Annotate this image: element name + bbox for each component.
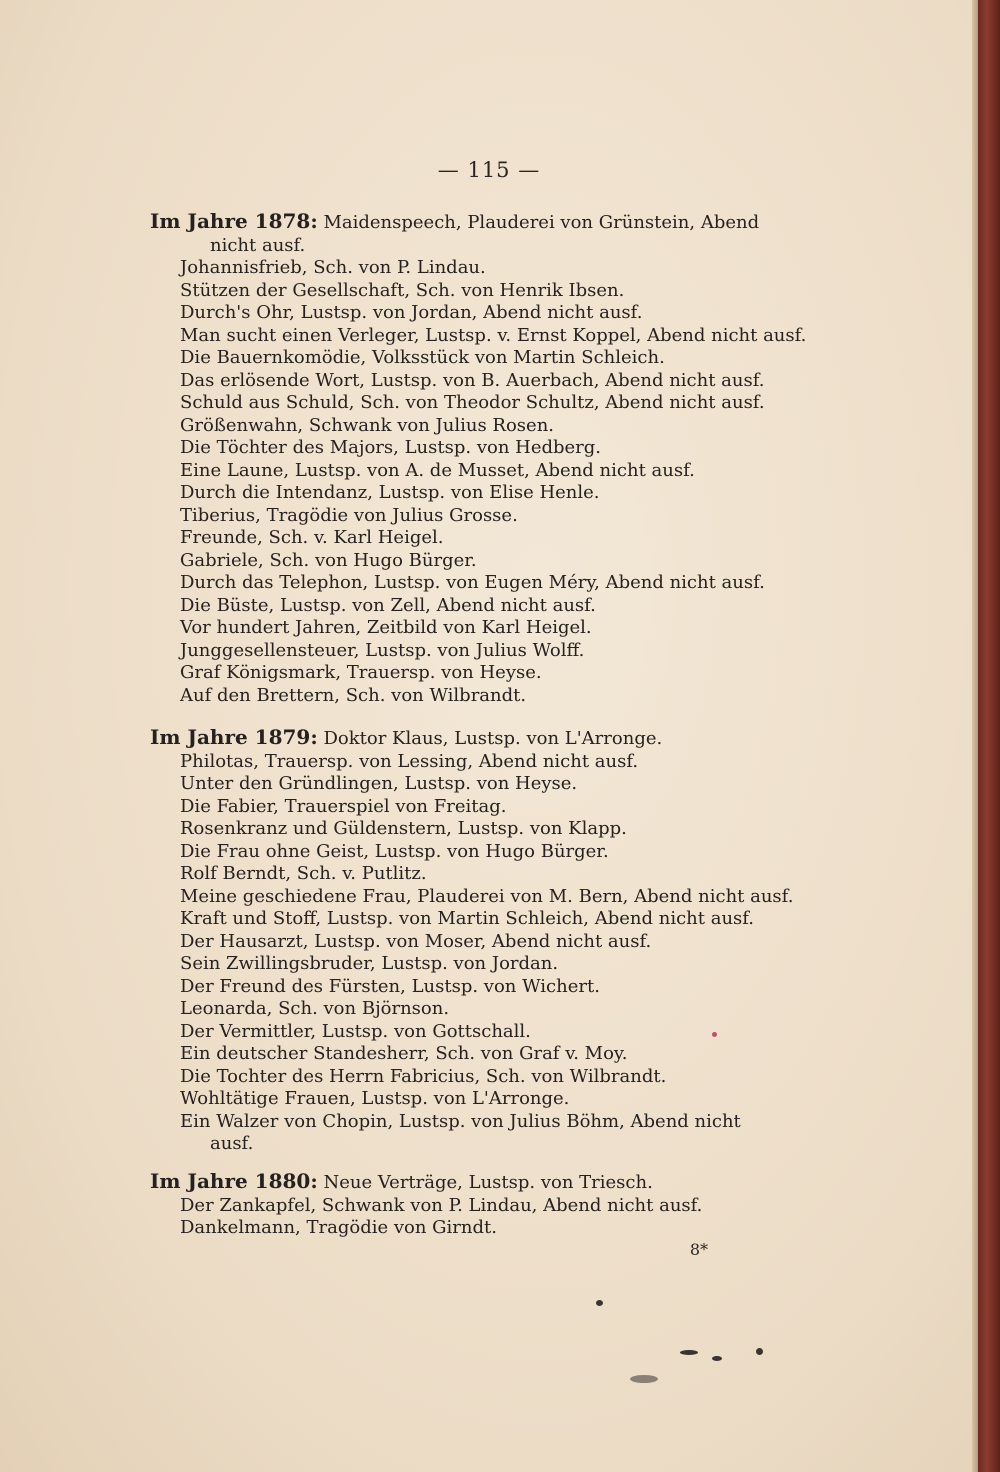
list-item: Sein Zwillingsbruder, Lustsp. von Jordan.	[180, 953, 559, 974]
entry-text: Neue Verträge, Lustsp. von Triesch.	[323, 1172, 653, 1193]
list-item: Der Hausarzt, Lustsp. von Moser, Abend nicht ausf.	[180, 930, 652, 952]
list-item: Johannisfrieb, Sch. von P. Lindau.	[180, 257, 486, 278]
year-label: Im Jahre 1880:	[150, 1169, 318, 1193]
list-item: Tiberius, Tragödie von Julius Grosse.	[180, 504, 518, 526]
list-item: Die Büste, Lustsp. von Zell, Abend nicht ausf.	[180, 594, 596, 616]
list-item: Meine geschiedene Frau, Plauderei von M. Bern, Abend nicht ausf.	[180, 885, 794, 907]
list-item: Leonarda, Sch. von Björnson.	[180, 998, 450, 1019]
ink-speck	[712, 1356, 722, 1361]
entry-text: Maidenspeech, Plauderei von Grünstein, Abend	[323, 212, 760, 233]
list-item: Kraft und Stoff, Lustsp. von Martin Schleich, Abend nicht ausf.	[180, 908, 755, 929]
list-item: Die Frau ohne Geist, Lustsp. von Hugo Bürger.	[180, 840, 609, 862]
list-item: Das erlösende Wort, Lustsp. von B. Auerbach, Abend nicht ausf.	[180, 369, 765, 391]
section-heading-line	[150, 726, 800, 751]
list-item: Größenwahn, Schwank von Julius Rosen.	[180, 414, 555, 436]
list-item: Wohltätige Frauen, Lustsp. von L'Arronge.	[180, 1088, 570, 1109]
continuation-line: nicht ausf.	[210, 234, 306, 256]
list-item: Ein deutscher Standesherr, Sch. von Graf v. Moy.	[180, 1043, 628, 1064]
list-item: Unter den Gründlingen, Lustsp. von Heyse.	[180, 773, 578, 794]
section-heading-line	[150, 210, 800, 235]
list-item: Vor hundert Jahren, Zeitbild von Karl Heigel.	[180, 617, 592, 638]
list-item: Durch's Ohr, Lustsp. von Jordan, Abend nicht ausf.	[180, 302, 643, 323]
list-item: Ein Walzer von Chopin, Lustsp. von Julius Böhm, Abend nicht	[180, 1110, 741, 1132]
ink-speck	[756, 1348, 763, 1355]
ink-speck	[596, 1300, 603, 1306]
entry-text: Doktor Klaus, Lustsp. von L'Arronge.	[323, 728, 663, 749]
page-number: — 115 —	[437, 158, 541, 182]
ink-speck	[680, 1350, 698, 1355]
list-item: Die Bauernkomödie, Volksstück von Martin Schleich.	[180, 347, 665, 368]
section-1880	[150, 1170, 800, 1240]
list-item: Rolf Berndt, Sch. v. Putlitz.	[180, 863, 427, 884]
list-item: Durch das Telephon, Lustsp. von Eugen Méry, Abend nicht ausf.	[180, 572, 765, 593]
section-1879	[150, 726, 800, 1156]
list-item: Junggesellensteuer, Lustsp. von Julius Wolff.	[180, 639, 585, 661]
signature-mark: 8*	[689, 1240, 708, 1259]
list-item: Schuld aus Schuld, Sch. von Theodor Schultz, Abend nicht ausf.	[180, 392, 765, 413]
continuation-line: ausf.	[210, 1133, 254, 1154]
list-item: Der Zankapfel, Schwank von P. Lindau, Abend nicht ausf.	[180, 1194, 703, 1216]
year-label: Im Jahre 1879:	[150, 725, 318, 749]
list-item: Die Tochter des Herrn Fabricius, Sch. von Wilbrandt.	[180, 1065, 667, 1087]
list-item: Rosenkranz und Güldenstern, Lustsp. von Klapp.	[180, 818, 627, 839]
list-item: Eine Laune, Lustsp. von A. de Musset, Abend nicht ausf.	[180, 459, 695, 481]
section-1878	[150, 209, 807, 707]
book-binding	[978, 0, 1000, 1472]
list-item: Man sucht einen Verleger, Lustsp. v. Ernst Koppel, Abend nicht ausf.	[180, 324, 807, 346]
list-item: Der Freund des Fürsten, Lustsp. von Wichert.	[180, 975, 600, 997]
list-item: Philotas, Trauersp. von Lessing, Abend nicht ausf.	[180, 750, 639, 772]
list-item: Stützen der Gesellschaft, Sch. von Henrik Ibsen.	[180, 279, 625, 301]
ink-speck	[712, 1032, 717, 1037]
list-item: Gabriele, Sch. von Hugo Bürger.	[180, 549, 477, 571]
list-item: Der Vermittler, Lustsp. von Gottschall.	[180, 1020, 531, 1042]
ink-speck	[630, 1375, 658, 1383]
list-item: Auf den Brettern, Sch. von Wilbrandt.	[180, 684, 527, 706]
list-item: Durch die Intendanz, Lustsp. von Elise Henle.	[180, 482, 600, 503]
year-label: Im Jahre 1878:	[150, 209, 318, 233]
list-item: Die Töchter des Majors, Lustsp. von Hedberg.	[180, 437, 602, 458]
list-item: Graf Königsmark, Trauersp. von Heyse.	[180, 662, 542, 683]
section-heading-line	[150, 1170, 800, 1195]
list-item: Freunde, Sch. v. Karl Heigel.	[180, 527, 444, 548]
list-item: Die Fabier, Trauerspiel von Freitag.	[180, 795, 507, 817]
list-item: Dankelmann, Tragödie von Girndt.	[180, 1217, 497, 1238]
